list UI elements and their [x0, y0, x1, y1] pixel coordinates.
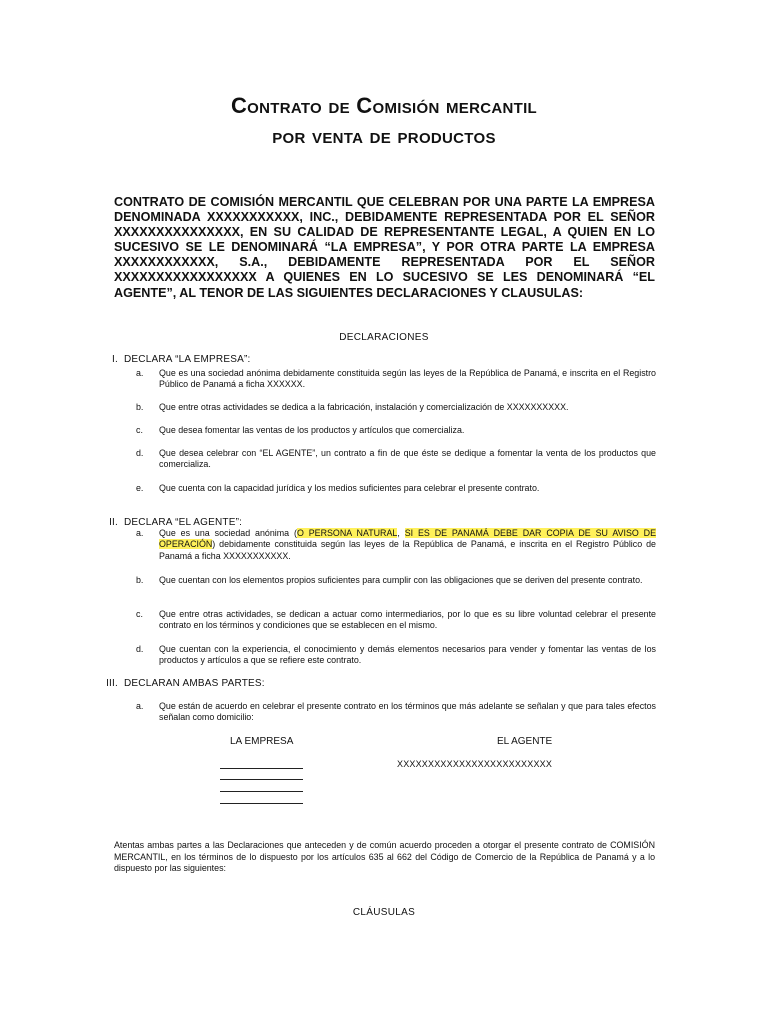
item-text: Que desea celebrar con “EL AGENTE”, un contrato a fin de que éste se dedique a fomentar la venta de los productos que comercializa. [159, 448, 656, 470]
item-text [159, 528, 656, 562]
item-letter: a. [136, 368, 144, 378]
item-letter: c. [136, 609, 143, 619]
item-text: Que están de acuerdo en celebrar el presente contrato en los términos que más adelante se señalan y que para tales efectos señalan como domicilio: [159, 701, 656, 723]
empresa-signature-line [220, 791, 303, 792]
section-1-label: DECLARA “LA EMPRESA”: [124, 354, 251, 365]
item-letter: b. [136, 402, 144, 412]
section-3-label: DECLARAN AMBAS PARTES: [124, 678, 265, 689]
empresa-signature-line [220, 768, 303, 769]
clausulas-heading: CLÁUSULAS [352, 907, 416, 918]
intro-paragraph: CONTRATO DE COMISIÓN MERCANTIL QUE CELEBRAN POR UNA PARTE LA EMPRESA DENOMINADA XXXXXXXXXXX, INC., DEBIDAMENTE REPRESENTADA POR EL SEÑOR XXXXXXXXXXXXXXX, EN SU CALIDAD DE REPRESENTANTE LEGAL, A QUIEN EN LO SUCESIVO SE LE DENOMINARÁ “LA EMPRESA”, Y POR OTRA PARTE LA EMPRESA XXXXXXXXXXXX, S.A., DEBIDAMENTE REPRESENTADA POR EL SEÑOR XXXXXXXXXXXXXXXXX A QUIENES EN LO SUCESIVO SE LES DENOMINARÁ “EL AGENTE”, AL TENOR DE LAS SIGUIENTES DECLARACIONES Y CLAUSULAS: [114, 195, 655, 300]
item-text: Que es una sociedad anónima debidamente constituida según las leyes de la República de Panamá, e inscrita en el Registro Público de Panamá a ficha XXXXXX. [159, 368, 656, 390]
agente-signature-label: EL AGENTE [497, 736, 553, 747]
item-text: Que entre otras actividades, se dedican a actuar como intermediarios, por lo que es su libre voluntad celebrar el presente contrato en los términos y condiciones que se establecen en el mismo. [159, 609, 656, 631]
item-letter: a. [136, 528, 144, 538]
item-text-mid: , [397, 528, 405, 538]
section-2-number: II. [109, 517, 118, 528]
section-2-label: DECLARA “EL AGENTE”: [124, 517, 243, 528]
item-letter: e. [136, 483, 144, 493]
item-text-post: ) debidamente constituida según las leyes de la República de Panamá, e inscrita en el Registro Público de Panamá a ficha XXXXXXXXXXX. [159, 539, 656, 561]
item-text: Que cuenta con la capacidad jurídica y los medios suficientes para celebrar el presente contrato. [159, 483, 540, 493]
item-letter: d. [136, 644, 144, 654]
item-letter: b. [136, 575, 144, 585]
section-1-heading [100, 354, 250, 365]
section-3-number: III. [106, 678, 118, 689]
item-text: Que desea fomentar las ventas de los productos y artículos que comercializa. [159, 425, 465, 435]
item-text: Que cuentan con la experiencia, el conocimiento y demás elementos necesarios para vender y fomentar las ventas de los productos y artículos a que se refiere este contrato. [159, 644, 656, 666]
section-2-heading [100, 517, 242, 528]
item-letter: a. [136, 701, 144, 711]
section-3-heading [100, 678, 265, 689]
item-letter: d. [136, 448, 144, 458]
closing-paragraph: Atentas ambas partes a las Declaraciones que anteceden y de común acuerdo proceden a otorgar el presente contrato de COMISIÓN MERCANTIL, en los términos de lo dispuesto por los artículos 635 al 662 del Código de Comercio de la República de Panamá y a lo dispuesto por las siguientes: [114, 840, 655, 874]
empresa-signature-label: LA EMPRESA [230, 736, 294, 747]
item-text-pre: Que es una sociedad anónima ( [159, 528, 297, 538]
item-letter: c. [136, 425, 143, 435]
section-1-number: I. [112, 354, 118, 365]
highlight-aviso-operacion: SI ES DE PANAMÁ DEBE DAR COPIA DE SU AVISO DE OPERACIÓN [159, 528, 657, 550]
item-text: Que cuentan con los elementos propios suficientes para cumplir con las obligaciones que se deriven del presente contrato. [159, 575, 643, 585]
agente-domicilio-value: XXXXXXXXXXXXXXXXXXXXXXXXX [397, 759, 553, 769]
document-title-line2: por venta de productos [272, 123, 496, 148]
declaraciones-heading: DECLARACIONES [339, 332, 429, 343]
empresa-signature-line [220, 779, 303, 780]
empresa-signature-line [220, 803, 303, 804]
document-title-line1: Contrato de Comisión mercantil [230, 93, 538, 118]
item-text: Que entre otras actividades se dedica a la fabricación, instalación y comercialización de XXXXXXXXXX. [159, 402, 569, 412]
highlight-persona-natural: O PERSONA NATURAL [296, 528, 398, 538]
